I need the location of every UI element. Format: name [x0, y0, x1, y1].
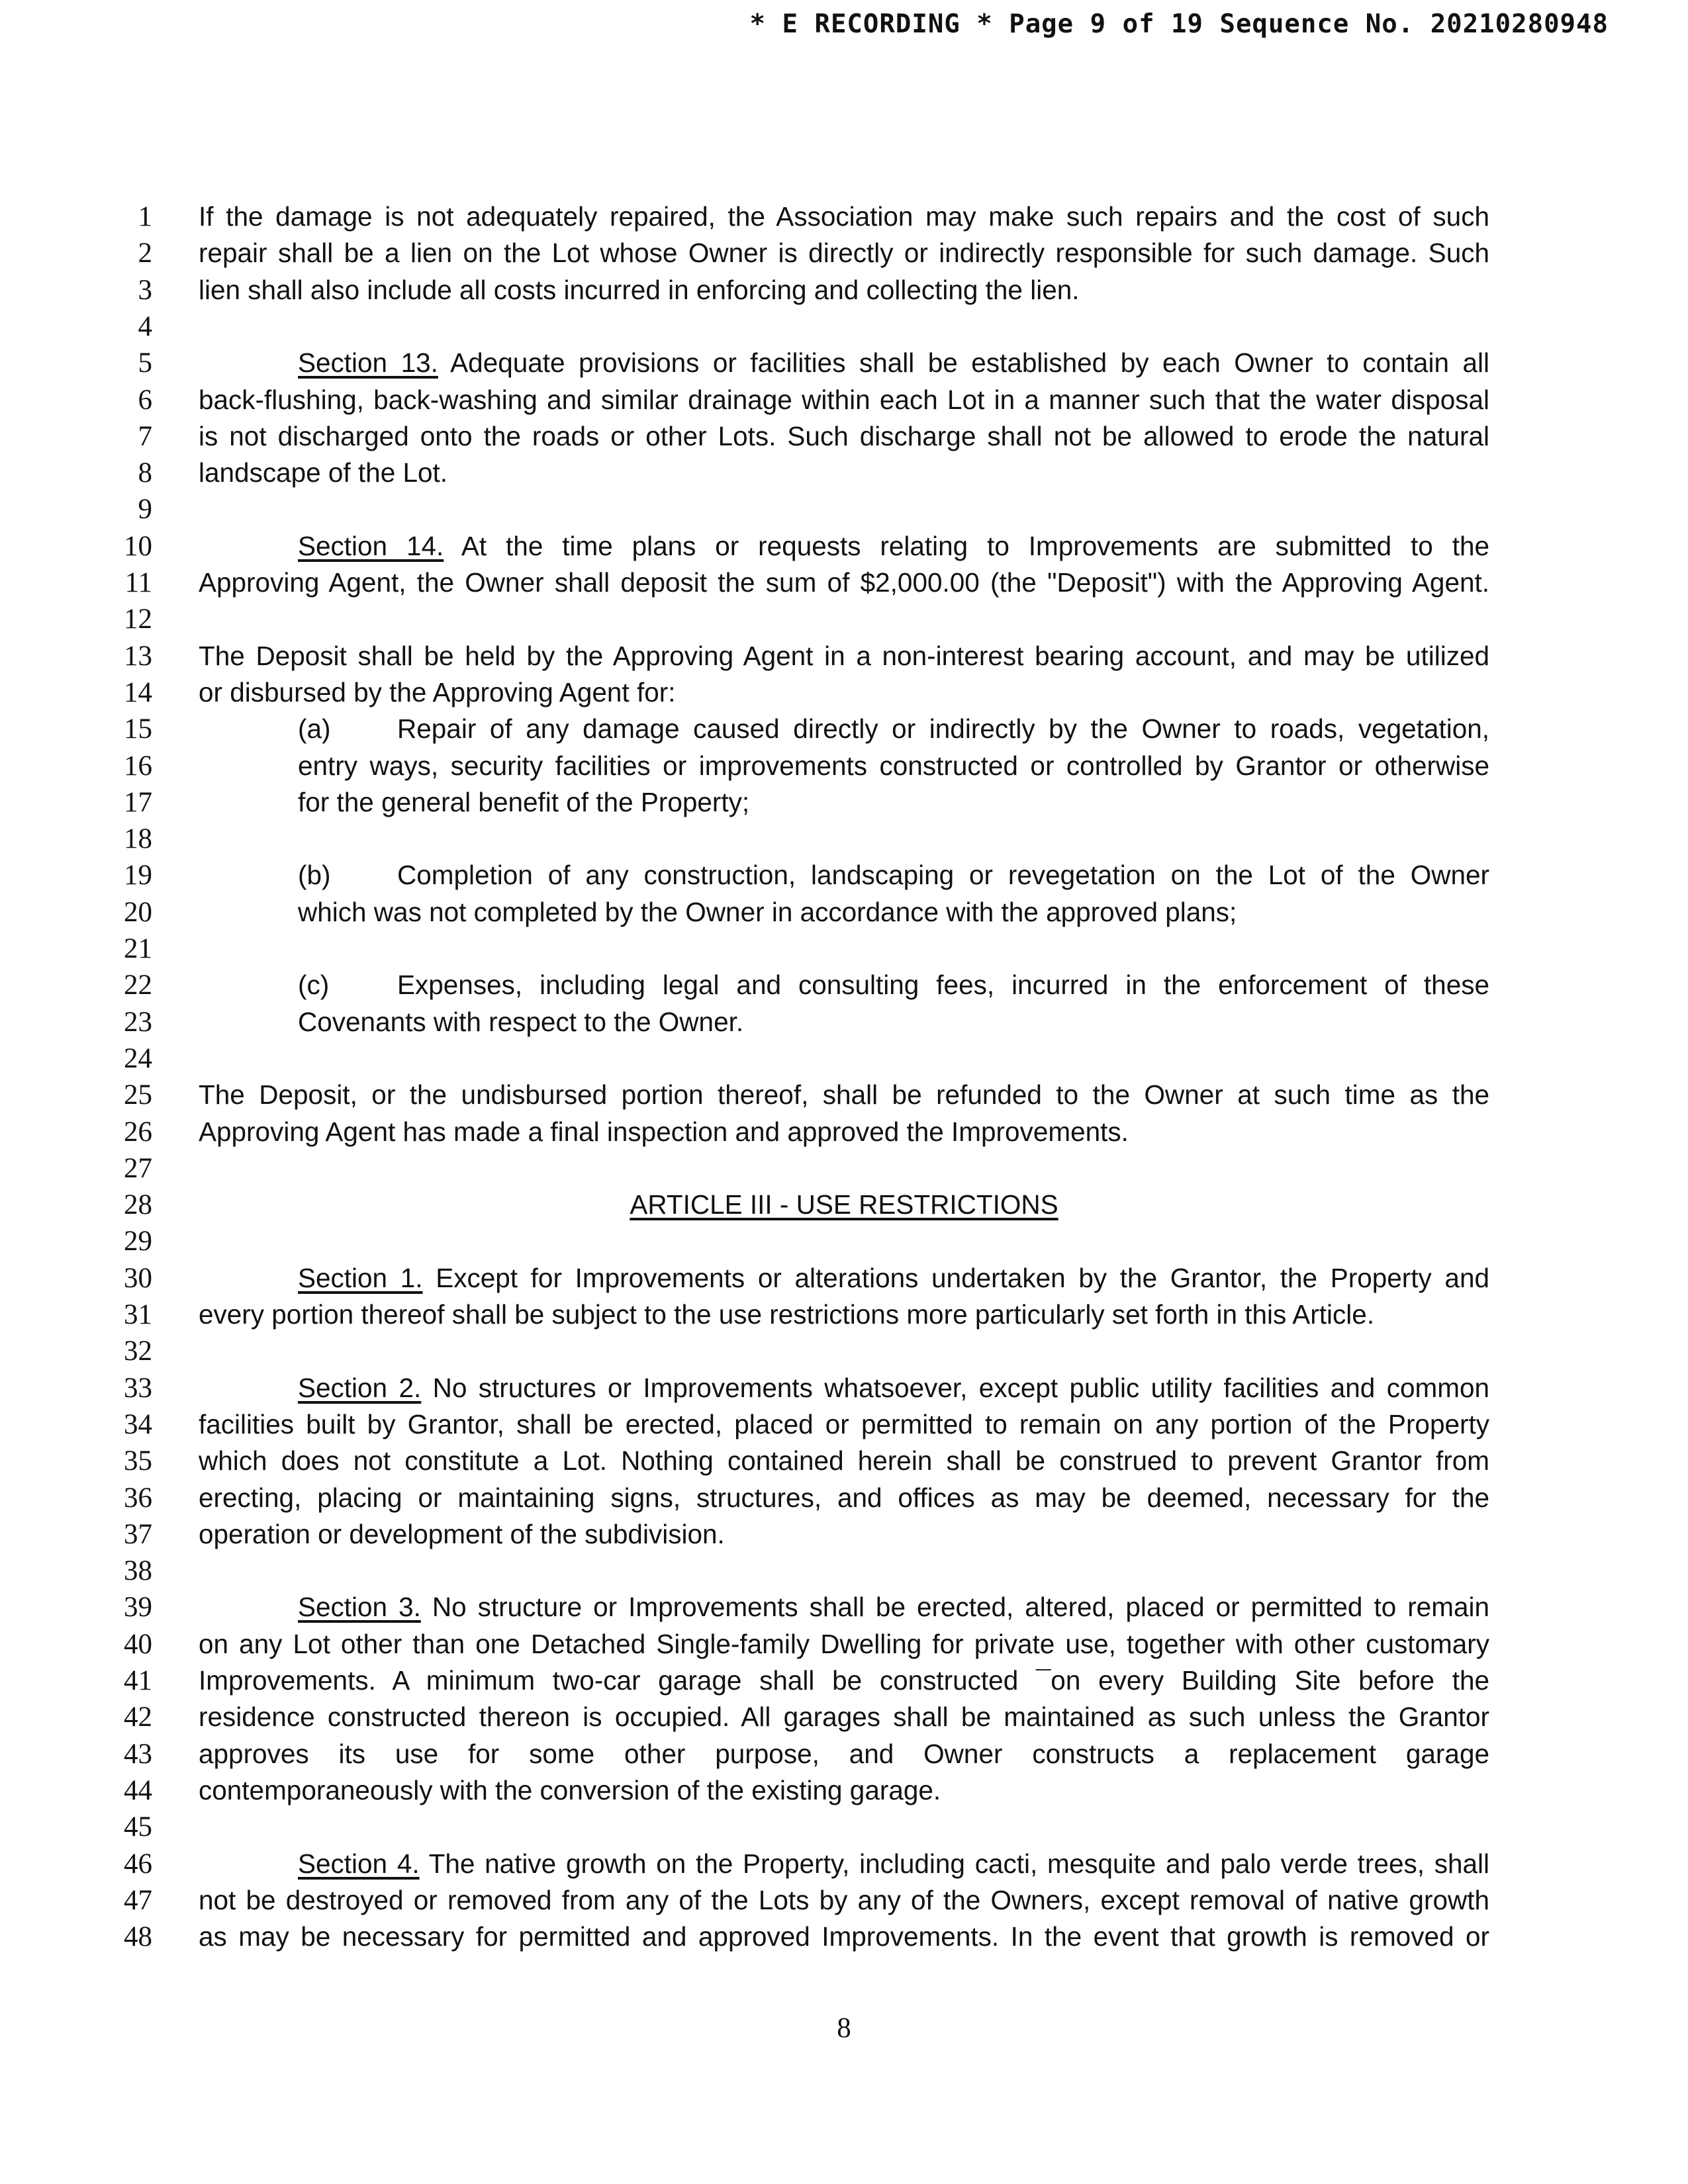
line-number: 35: [124, 1445, 152, 1477]
line-number: 36: [124, 1482, 152, 1514]
paragraph-text: residence constructed thereon is occupied. All garages shall be maintained as such unless the Grantor: [199, 1702, 1489, 1733]
list-label: (c): [298, 970, 330, 1001]
text-line: [0, 784, 1688, 821]
line-number: 25: [124, 1079, 152, 1111]
text-line: [0, 748, 1688, 784]
section-14-heading: Section 14.: [298, 530, 444, 561]
line-number: 26: [124, 1116, 152, 1148]
line-number: 24: [124, 1042, 152, 1074]
line-number: 11: [124, 567, 152, 598]
list-item-c: (c) Expenses, including legal and consulting fees, incurred in the enforcement of these: [298, 967, 1489, 1003]
line-number: 3: [138, 274, 152, 306]
section-1-text: Section 1. Except for Improvements or alterations undertaken by the Grantor, the Property and: [298, 1262, 1489, 1293]
text-line: [0, 1626, 1688, 1662]
text-line: [0, 1846, 1688, 1882]
section-13-heading: Section 13.: [298, 347, 438, 379]
text-line: [0, 638, 1688, 674]
text-line: [0, 601, 1688, 637]
line-number: 40: [124, 1628, 152, 1660]
section-2-heading: Section 2.: [298, 1372, 422, 1403]
text-line: [0, 1919, 1688, 1955]
text-line: [0, 272, 1688, 308]
line-number: 21: [124, 933, 152, 964]
line-number: 27: [124, 1152, 152, 1184]
paragraph-text: operation or development of the subdivision.: [199, 1518, 725, 1549]
text-line: [0, 1443, 1688, 1479]
text-line: [0, 455, 1688, 491]
line-number: 38: [124, 1555, 152, 1587]
line-number: 15: [124, 713, 152, 745]
line-number: 13: [124, 640, 152, 672]
text-line: [0, 1406, 1688, 1443]
line-number: 42: [124, 1702, 152, 1733]
line-number: 18: [124, 823, 152, 855]
paragraph-text: facilities built by Grantor, shall be erected, placed or permitted to remain on any portion of the Property: [199, 1408, 1489, 1439]
line-number: 2: [138, 238, 152, 269]
section-13-text: Section 13. Adequate provisions or facilities shall be established by each Owner to contain all: [298, 347, 1489, 379]
text-line: [0, 1516, 1688, 1553]
line-number: 41: [124, 1665, 152, 1696]
line-number: 39: [124, 1592, 152, 1623]
text-line: [0, 1809, 1688, 1845]
recording-header: * E RECORDING * Page 9 of 19 Sequence No. 20210280948: [749, 9, 1609, 39]
paragraph-text: or disbursed by the Approving Agent for:: [199, 676, 676, 707]
text-line: [0, 1370, 1688, 1406]
text-line: [0, 1297, 1688, 1333]
line-number: 30: [124, 1262, 152, 1294]
text-line: [0, 199, 1688, 235]
line-number: 12: [124, 604, 152, 635]
text-line: [0, 1187, 1688, 1223]
text-line: [0, 528, 1688, 565]
section-3-text: Section 3. No structure or Improvements shall be erected, altered, placed or permitted to remain: [298, 1592, 1489, 1623]
text-line: [0, 1662, 1688, 1699]
line-number: 19: [124, 860, 152, 891]
line-number: 28: [124, 1189, 152, 1221]
section-1-heading: Section 1.: [298, 1262, 423, 1293]
line-number: 1: [138, 201, 152, 232]
text-line: [0, 967, 1688, 1003]
paragraph-text: repair shall be a lien on the Lot whose Owner is directly or indirectly responsible for such damage. Such: [199, 238, 1489, 269]
line-number: 5: [138, 347, 152, 379]
text-line: [0, 674, 1688, 711]
text-line: [0, 1882, 1688, 1919]
line-number: 34: [124, 1408, 152, 1440]
line-number: 47: [124, 1884, 152, 1916]
text-line: [0, 1333, 1688, 1369]
page-number: 8: [837, 2013, 851, 2044]
paragraph-text: approves its use for some other purpose, and Owner constructs a replacement garage: [199, 1738, 1489, 1769]
paragraph-text: Improvements. A minimum two-car garage shall be constructed ¯on every Building Site before the: [199, 1665, 1489, 1696]
paragraph-text: landscape of the Lot.: [199, 457, 448, 488]
paragraph-text: The Deposit shall be held by the Approving Agent in a non-interest bearing account, and may be utilized: [199, 640, 1489, 671]
paragraph-text: contemporaneously with the conversion of the existing garage.: [199, 1774, 941, 1805]
text-line: [0, 345, 1688, 381]
text-line: [0, 1699, 1688, 1735]
text-line: [0, 565, 1688, 601]
paragraph-text: every portion thereof shall be subject to the use restrictions more particularly set forth in this Article.: [199, 1299, 1375, 1330]
line-number: 14: [124, 676, 152, 708]
paragraph-text: is not discharged onto the roads or other Lots. Such discharge shall not be allowed to erode the natural: [199, 420, 1489, 451]
line-number: 10: [124, 530, 152, 562]
section-2-text: Section 2. No structures or Improvements whatsoever, except public utility facilities and common: [298, 1372, 1489, 1403]
line-number: 16: [124, 750, 152, 782]
line-number: 46: [124, 1848, 152, 1880]
list-label: (a): [298, 713, 331, 745]
list-label: (b): [298, 860, 331, 891]
paragraph-text: entry ways, security facilities or improvements constructed or controlled by Grantor or otherwise: [298, 750, 1489, 781]
text-line: [0, 1077, 1688, 1113]
line-number: 8: [138, 457, 152, 489]
text-line: [0, 491, 1688, 527]
text-line: [0, 1114, 1688, 1150]
line-number: 44: [124, 1774, 152, 1806]
paragraph-text: lien shall also include all costs incurred in enforcing and collecting the lien.: [199, 274, 1080, 305]
list-item-a: (a) Repair of any damage caused directly or indirectly by the Owner to roads, vegetation,: [298, 711, 1489, 747]
text-line: [0, 418, 1688, 455]
text-line: [0, 308, 1688, 345]
text-line: [0, 382, 1688, 418]
line-number: 4: [138, 310, 152, 342]
paragraph-text: erecting, placing or maintaining signs, structures, and offices as may be deemed, necessary for the: [199, 1482, 1489, 1513]
section-14-text: Section 14. At the time plans or requests relating to Improvements are submitted to the: [298, 530, 1489, 561]
list-item-b: (b) Completion of any construction, landscaping or revegetation on the Lot of the Owner: [298, 857, 1489, 893]
paragraph-text: as may be necessary for permitted and approved Improvements. In the event that growth is removed or: [199, 1921, 1489, 1952]
paragraph-text: not be destroyed or removed from any of the Lots by any of the Owners, except removal of native growth: [199, 1884, 1489, 1915]
line-number: 37: [124, 1518, 152, 1550]
text-line: [0, 931, 1688, 967]
text-line: [0, 711, 1688, 747]
text-line: [0, 1260, 1688, 1297]
paragraph-text: If the damage is not adequately repaired, the Association may make such repairs and the cost of such: [199, 201, 1489, 232]
line-number: 9: [138, 494, 152, 525]
line-number: 31: [124, 1299, 152, 1330]
line-number: 20: [124, 896, 152, 928]
paragraph-text: Approving Agent, the Owner shall deposit the sum of $2,000.00 (the "Deposit") with the Approving Agent.: [199, 567, 1489, 598]
text-line: [0, 1223, 1688, 1259]
line-number: 43: [124, 1738, 152, 1770]
line-number: 48: [124, 1921, 152, 1953]
line-number: 45: [124, 1811, 152, 1843]
text-line: [0, 1553, 1688, 1589]
paragraph-text: Covenants with respect to the Owner.: [298, 1006, 744, 1037]
paragraph-text: for the general benefit of the Property;: [298, 786, 750, 817]
paragraph-text: which does not constitute a Lot. Nothing contained herein shall be construed to prevent Grantor from: [199, 1445, 1489, 1477]
paragraph-text: The Deposit, or the undisbursed portion thereof, shall be refunded to the Owner at such time as the: [199, 1079, 1489, 1111]
text-line: [0, 1589, 1688, 1625]
line-number: 6: [138, 384, 152, 416]
text-line: [0, 1772, 1688, 1809]
text-line: [0, 1736, 1688, 1772]
text-line: [0, 1150, 1688, 1187]
article-heading: ARTICLE III - USE RESTRICTIONS: [630, 1189, 1058, 1220]
text-line: [0, 1040, 1688, 1077]
paragraph-text: on any Lot other than one Detached Single-family Dwelling for private use, together with other customary: [199, 1628, 1489, 1659]
line-number: 29: [124, 1226, 152, 1257]
text-line: [0, 235, 1688, 271]
text-line: [0, 1004, 1688, 1040]
paragraph-text: back-flushing, back-washing and similar drainage within each Lot in a manner such that the water disposal: [199, 384, 1489, 415]
paragraph-text: Approving Agent has made a final inspection and approved the Improvements.: [199, 1116, 1129, 1147]
line-number: 32: [124, 1336, 152, 1367]
section-4-text: Section 4. The native growth on the Property, including cacti, mesquite and palo verde trees, shall: [298, 1848, 1489, 1879]
paragraph-text: which was not completed by the Owner in accordance with the approved plans;: [298, 896, 1237, 927]
text-line: [0, 821, 1688, 857]
line-number: 22: [124, 970, 152, 1001]
line-number: 23: [124, 1006, 152, 1038]
text-line: [0, 857, 1688, 893]
section-4-heading: Section 4.: [298, 1848, 420, 1879]
text-line: [0, 1480, 1688, 1516]
line-number: 33: [124, 1372, 152, 1404]
line-number: 17: [124, 786, 152, 818]
line-number: 7: [138, 420, 152, 452]
section-3-heading: Section 3.: [298, 1592, 421, 1623]
text-line: [0, 894, 1688, 931]
